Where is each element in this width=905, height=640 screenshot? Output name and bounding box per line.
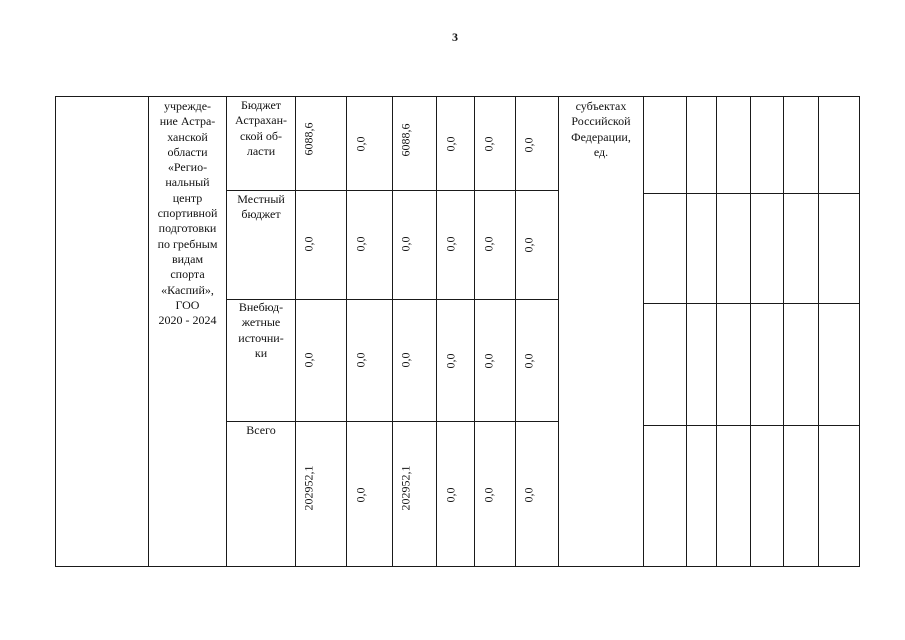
organization-line: ГОО [175,297,200,312]
organization-cell [149,99,226,328]
column-line [392,96,393,567]
page-number: 3 [452,30,458,44]
organization-line: ние Астра- [159,114,216,129]
row-separator-3-right [643,425,860,426]
organization-line: подготовки [158,221,217,236]
table-bottom-border [55,566,860,567]
column-line [859,96,860,567]
organization-line: спорта [170,267,205,282]
value-cell: 0,0 [301,352,316,368]
organization-line: учрежде- [163,99,212,113]
value-cell: 0,0 [301,236,316,252]
value-cell: 0,0 [521,353,536,369]
funding-source-line: Астрахан- [235,113,287,128]
value-cell: 0,0 [481,236,496,252]
value-cell: 0,0 [521,137,536,153]
funding-source-line: бюджет [241,207,281,222]
funding-source-line: ской об- [239,128,283,143]
organization-line: 2020 - 2024 [158,313,217,328]
column-line [643,96,644,567]
funding-source-local-budget [227,192,295,223]
organization-line: ханской [167,129,208,144]
value-cell: 0,0 [443,236,458,252]
column-line [783,96,784,567]
column-line [818,96,819,567]
value-cell: 0,0 [521,487,536,503]
funding-source-line: Бюджет [240,98,282,112]
column-line [55,96,56,567]
organization-line: видам [171,251,204,266]
value-cell: 0,0 [481,353,496,369]
indicator-line: Федерации, [571,129,631,144]
value-cell: 202952,1 [398,465,413,511]
organization-line: по гребным [157,236,218,251]
row-separator-1-right [643,193,860,194]
column-line [295,96,296,567]
value-cell: 0,0 [443,487,458,503]
indicator-line: Российской [571,114,631,129]
organization-line: спортивной [157,206,218,221]
column-line [515,96,516,567]
funding-source-total [227,423,295,438]
value-cell: 0,0 [481,136,496,152]
value-cell: 0,0 [353,236,368,252]
value-cell: 0,0 [398,352,413,368]
organization-line: нальный [165,175,210,190]
funding-source-line: Всего [246,423,276,437]
column-line [346,96,347,567]
funding-source-line: источни- [238,330,284,345]
indicator-line: субъектах [575,99,627,113]
funding-source-regional-budget [227,98,295,159]
column-line [750,96,751,567]
column-line [474,96,475,567]
column-line [436,96,437,567]
value-cell: 0,0 [353,136,368,152]
value-cell: 0,0 [521,237,536,253]
table-top-border [55,96,860,97]
funding-source-line: ки [254,345,268,360]
value-cell: 0,0 [443,136,458,152]
row-separator-2-right [643,303,860,304]
value-cell: 6088,6 [398,123,413,157]
funding-source-line: жетные [241,315,281,330]
value-cell: 0,0 [353,352,368,368]
value-cell: 0,0 [353,487,368,503]
column-line [686,96,687,567]
column-line [558,96,559,567]
value-cell: 0,0 [481,487,496,503]
organization-line: центр [172,190,203,205]
value-cell: 202952,1 [301,465,316,511]
organization-line: области [167,144,208,159]
value-cell: 0,0 [443,353,458,369]
funding-source-extrabudgetary [227,300,295,361]
value-cell: 6088,6 [301,122,316,156]
funding-source-line: ласти [246,143,276,158]
indicator-line: ед. [593,144,609,159]
value-cell: 0,0 [398,236,413,252]
indicator-cell [559,99,643,160]
organization-line: «Каспий», [161,282,214,297]
column-line [716,96,717,567]
organization-line: «Регио- [167,160,208,175]
funding-source-line: Внебюд- [238,300,284,314]
funding-source-line: Местный [237,192,285,206]
